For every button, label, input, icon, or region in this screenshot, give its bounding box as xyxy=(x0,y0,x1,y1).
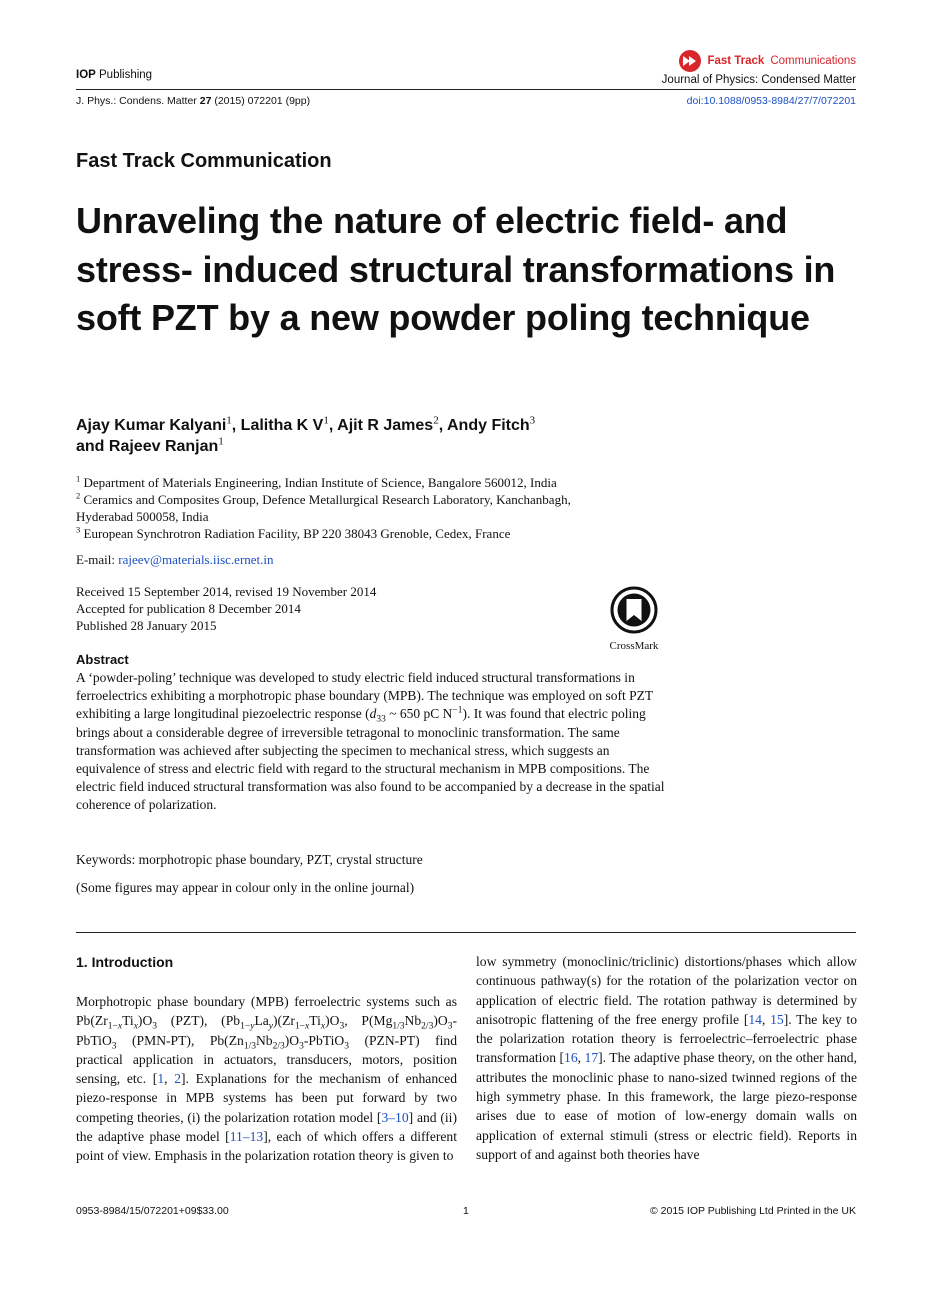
affiliation-item: Hyderabad 500058, India xyxy=(76,509,209,524)
citation-link[interactable]: 3–10 xyxy=(381,1109,409,1125)
intro-column-right: low symmetry (monoclinic/triclinic) distortions/phases which allow continuous pathway(s) for the rotation of the polarization vector on application of electric field. The rotation pathway is determined by anisotropic flattening of the free energy profile [14, 15]. The key to the polarization rotation theory is ferroelectric–ferroelectric phase transformation [16, 17]. The adaptive phase theory, on the other hand, attributes the monoclinic phase to nano-sized twinned regions of the high symmetry phase. In this framework, the large piezo-response arises due to ease of motion of low-energy domain walls on application of external stimuli (stress or electric field). Reports in support of and against both theories have xyxy=(476,954,857,1162)
affiliation-item: $^2$ Ceramics and Composites Group, Defence Metallurgical Research Laboratory, Kanchanbagh, xyxy=(76,490,571,507)
citation-link[interactable]: 15 xyxy=(770,1011,784,1027)
author-name: Ajit R James xyxy=(337,417,434,434)
publisher-logo: IOP Publishing xyxy=(76,69,153,81)
doi-link[interactable]: doi:10.1088/0953-8984/27/7/072201 xyxy=(686,95,856,107)
citation: J. Phys.: Condens. Matter 27 (2015) 072201 (9pp) xyxy=(76,95,311,107)
crossmark-icon xyxy=(610,586,658,634)
author-name: Rajeev Ranjan xyxy=(108,438,219,455)
fast-track-bold: Fast Track xyxy=(707,55,765,67)
author-name: Lalitha K V xyxy=(240,417,324,434)
fast-track-rest: Communications xyxy=(770,55,856,67)
journal-name: Journal of Physics: Condensed Matter xyxy=(661,74,856,86)
affiliation-item: $^3$ European Synchrotron Radiation Facility, BP 220 38043 Grenoble, Cedex, France xyxy=(76,524,511,541)
author-name: Ajay Kumar Kalyani xyxy=(76,417,227,434)
citation-link[interactable]: 16 xyxy=(564,1050,578,1066)
intro-column-left: Morphotropic phase boundary (MPB) ferroelectric systems such as $Pb(Zr_{1-x}Ti_x)O_3$ (PZT), $(Pb_{1-y}La_y)(Zr_{1-x}Ti_x)O_3$, $P(Mg_{1/3}Nb_{2/3})O_3-PbTiO_3$ (PMN-PT), $Pb(Zn_{1/3}Nb_{2/3})O_3-PbTiO_3$ (PZN-PT) find practical application in actuators, transducers, motors, position sensing, etc. [1, 2]. Explanations for the mechanism of enhanced piezo-response in MPB systems has been put forward by two competing theories, (i) the polarization rotation model [3–10] and (ii) the adaptive phase model [11–13], each of which offers a different point of view. Emphasis in the polarization rotation theory is given to xyxy=(76,994,457,1164)
citation-link[interactable]: 11–13 xyxy=(229,1129,264,1145)
fast-track-badge xyxy=(679,50,856,72)
footer-copyright: © 2015 IOP Publishing Ltd Printed in the UK xyxy=(649,1205,856,1217)
abstract-heading: Abstract xyxy=(76,652,129,667)
citation-link[interactable]: 1 xyxy=(157,1071,165,1087)
page-number: 1 xyxy=(463,1205,469,1217)
citation-link[interactable]: 2 xyxy=(174,1071,181,1087)
author-list: Ajay Kumar Kalyani$^1$, Lalitha K $V^1$, Ajit R James$^2$, Andy Fitch$^3$ and Rajeev Ranjan$^1$ xyxy=(76,414,536,455)
accepted-date: Accepted for publication 8 December 2014 xyxy=(76,601,301,616)
affiliation-item: $^1$ Department of Materials Engineering, Indian Institute of Science, Bangalore 560012, India xyxy=(76,473,557,490)
received-date: Received 15 September 2014, revised 19 November 2014 xyxy=(76,584,377,599)
author-name: Andy Fitch xyxy=(447,417,530,434)
citation-link[interactable]: 14 xyxy=(748,1011,762,1027)
footer-issn: 0953-8984/15/072201+09$33.00 xyxy=(76,1205,229,1217)
affiliations xyxy=(76,474,676,542)
email-link[interactable]: rajeev@materials.iisc.ernet.in xyxy=(118,552,274,567)
article-title: Unraveling the nature of electric field- and stress- induced structural transformations in soft PZT by a new powder poling technique xyxy=(76,200,836,338)
published-date: Published 28 January 2015 xyxy=(76,618,217,633)
colour-note: (Some figures may appear in colour only in the online journal) xyxy=(76,880,415,895)
email-line: E-mail: rajeev@materials.iisc.ernet.in xyxy=(76,552,274,567)
intro-heading: 1. Introduction xyxy=(76,954,174,970)
keywords: Keywords: morphotropic phase boundary, PZT, crystal structure xyxy=(76,852,423,867)
section-divider xyxy=(76,932,856,933)
header-divider xyxy=(76,89,856,90)
citation-link[interactable]: 17 xyxy=(584,1050,599,1066)
crossmark-label: CrossMark xyxy=(609,640,659,652)
crossmark-badge[interactable] xyxy=(605,586,663,652)
publication-dates xyxy=(76,583,376,634)
abstract-text: A ‘powder-poling’ technique was developed to study electric field induced structural transformations in ferroelectrics exhibiting a morphotropic phase boundary (MPB). The technique was employed on soft PZT exhibiting a large longitudinal piezoelectric response ($d_{33}$ ~ 650 pC $N^{-1}$). It was found that electric poling brings about a considerable degree of irreversible tetragonal to monoclinic transformation. The same transformation was achieved after subjecting the specimen to mechanical stress, which suggests an equivalence of stress and electric field with regard to the structural mechanism in MPB compositions. The electric field induced structural transformation was also found to be accompanied by a decrease in the spatial coherence of polarization. xyxy=(76,670,665,813)
article-type: Fast Track Communication xyxy=(76,150,332,172)
fast-forward-icon xyxy=(679,50,701,72)
